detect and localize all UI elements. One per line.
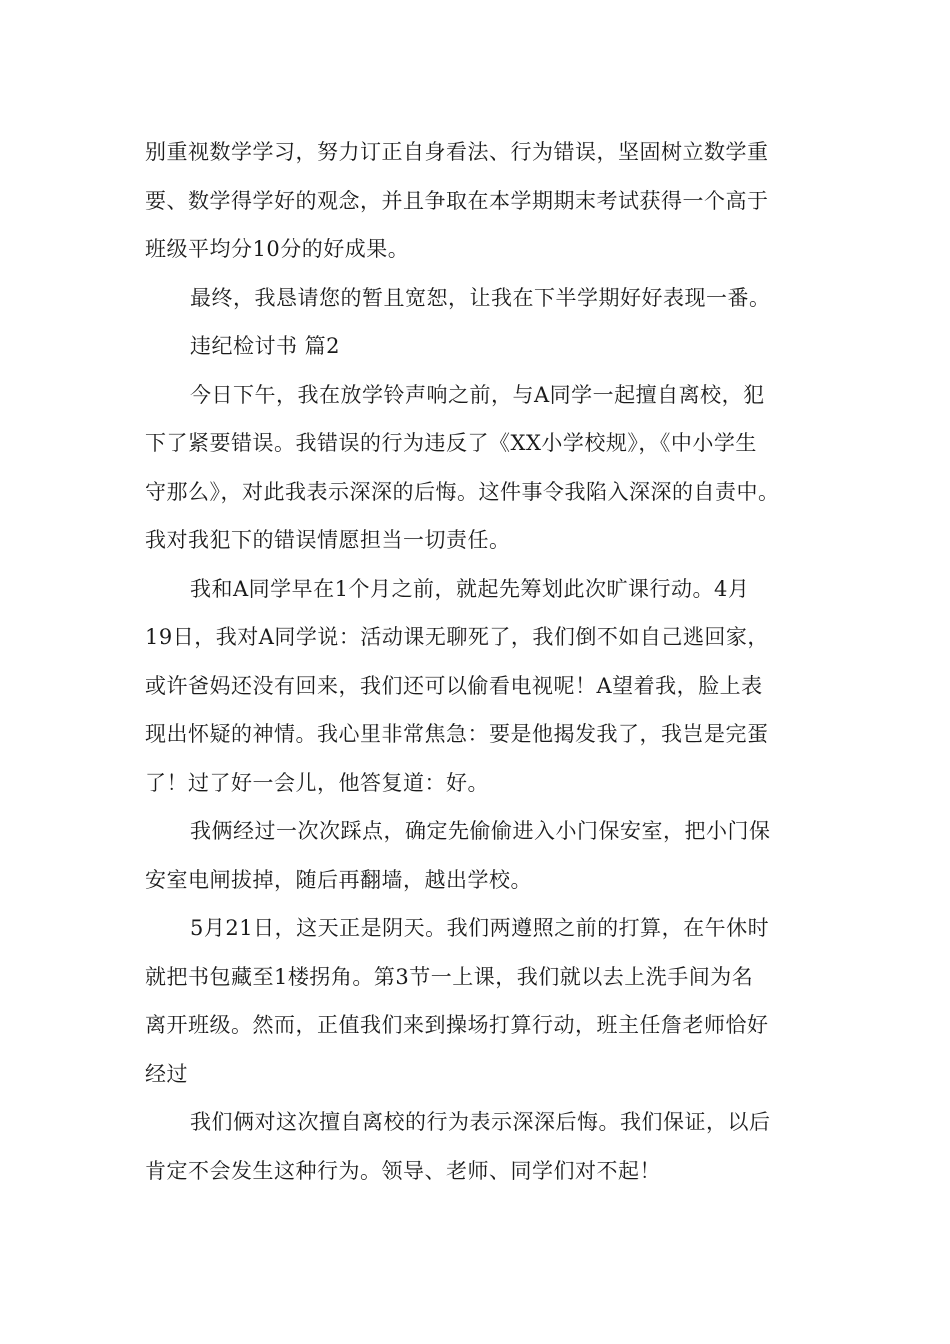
text-line: 离开班级。然而，正值我们来到操场打算行动，班主任詹老师恰好 [145, 1013, 769, 1037]
text-line: 19日，我对A同学说：活动课无聊死了，我们倒不如自己逃回家， [145, 625, 769, 649]
text-line: 现出怀疑的神情。我心里非常焦急：要是他揭发我了，我岂是完蛋 [145, 722, 769, 746]
text-line: 我俩经过一次次踩点，确定先偷偷进入小门保安室，把小门保 [190, 819, 771, 843]
text-line: 经过 [145, 1061, 188, 1086]
document-body [145, 128, 820, 1195]
text-line: 要、数学得学好的观念，并且争取在本学期期末考试获得一个高于 [145, 188, 769, 213]
text-line: 守那么》，对此我表示深深的后悔。这件事令我陷入深深的自责中。 [145, 479, 780, 504]
text-line: 我们俩对这次擅自离校的行为表示深深后悔。我们保证，以后 [190, 1110, 771, 1134]
text-line: 别重视数学学习，努力订正自身看法、行为错误，坚固树立数学重 [145, 140, 769, 164]
text-line: 我和A同学早在1个月之前，就起先筹划此次旷课行动。4月 [190, 576, 750, 601]
text-line: 就把书包藏至1楼拐角。第3节一上课，我们就以去上洗手间为名 [145, 964, 754, 989]
text-line: 下了紧要错误。我错误的行为违反了《XX小学校规》，《中小学生 [145, 431, 757, 455]
paragraph [145, 371, 820, 565]
paragraph [145, 274, 820, 323]
text-line: 班级平均分10分的好成果。 [145, 237, 410, 261]
text-line: 5月21日，这天正是阴天。我们两遵照之前的打算，在午休时 [190, 916, 770, 940]
paragraph [145, 128, 820, 274]
text-line: 了！过了好一会儿，他答复道：好。 [145, 770, 489, 795]
text-line: 肯定不会发生这种行为。领导、老师、同学们对不起！ [145, 1158, 661, 1183]
paragraph [145, 1098, 820, 1195]
section-heading [145, 322, 820, 371]
paragraph [145, 807, 820, 904]
text-line: 安室电闸拔掉，随后再翻墙，越出学校。 [145, 867, 532, 892]
paragraph [145, 904, 820, 1098]
text-line: 违纪检讨书 篇2 [190, 334, 341, 358]
text-line: 或许爸妈还没有回来，我们还可以偷看电视呢！A望着我，脸上表 [145, 673, 763, 698]
text-line: 最终，我恳请您的暂且宽恕，让我在下半学期好好表现一番。 [190, 285, 771, 310]
text-line: 我对我犯下的错误情愿担当一切责任。 [145, 528, 511, 552]
paragraph [145, 565, 820, 808]
text-line: 今日下午，我在放学铃声响之前，与A同学一起擅自离校，犯 [190, 382, 765, 407]
